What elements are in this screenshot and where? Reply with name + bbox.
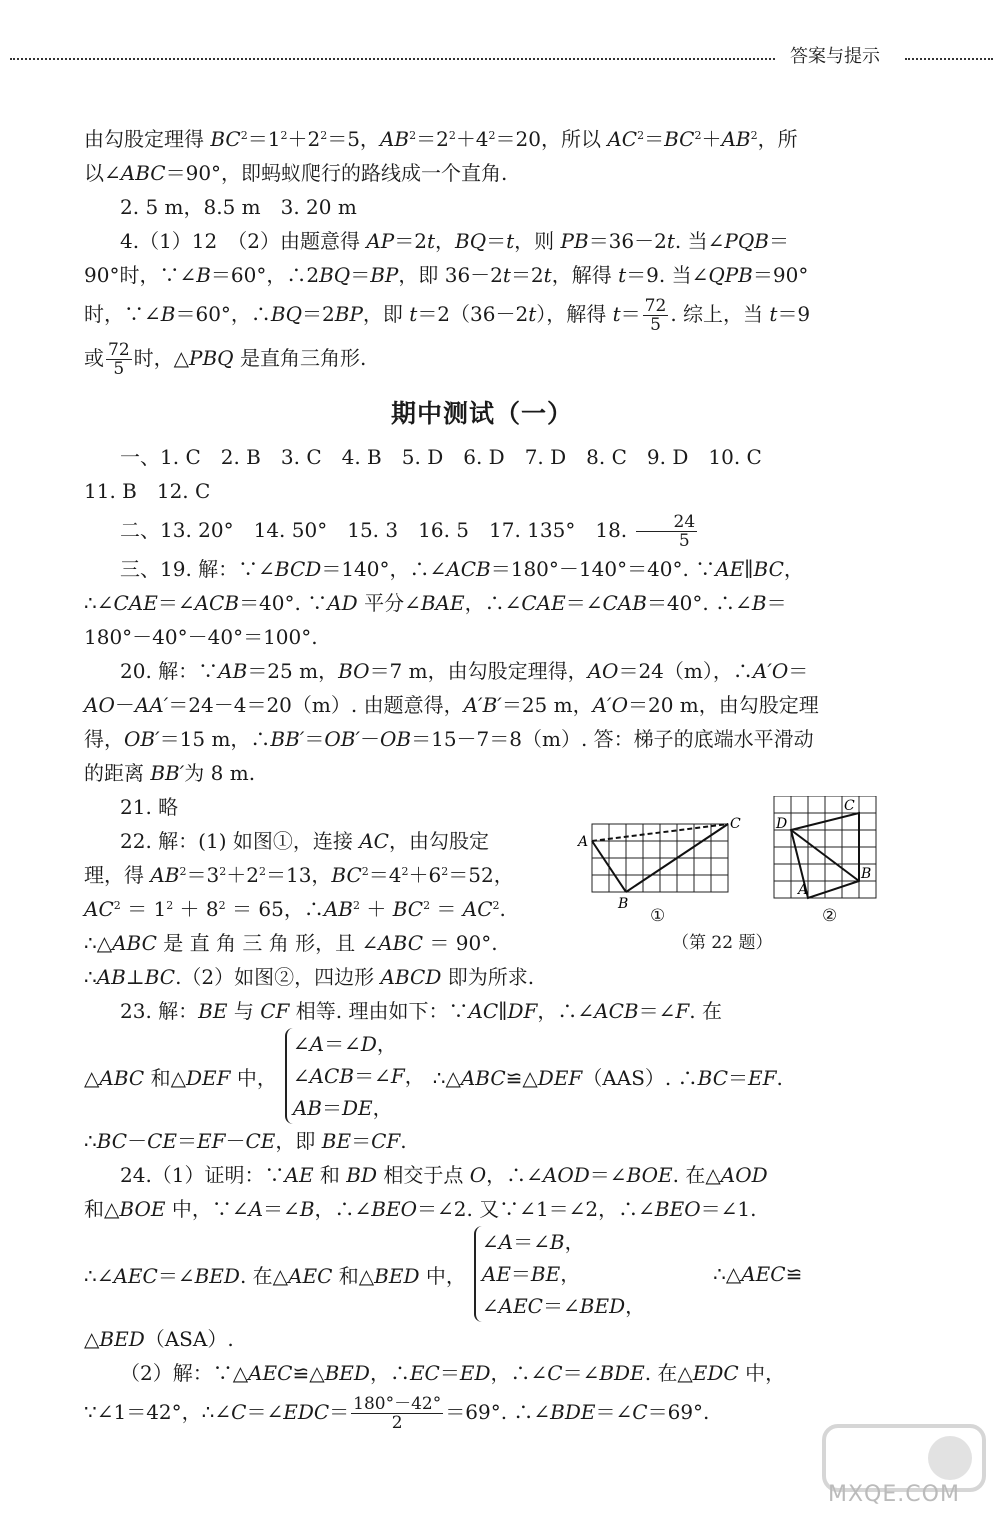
proof-system: ∴∠AEC＝∠BED. 在△AEC 和△BED 中， ∠A＝∠B， AE＝BE， ∠AEC＝∠BED， ∴△AEC≌: [84, 1226, 880, 1322]
brace-conditions: ∠A＝∠B， AE＝BE， ∠AEC＝∠BED，: [474, 1226, 645, 1322]
answer-line: 由勾股定理得 $BC^2=1^2+2^2=5$，$AB^2=2^2+4^2=20$，所以 $AC^2=BC^2+AB^2$，所: [84, 127, 798, 151]
brace-conditions: ∠A＝∠D， ∠ACB＝∠F， AB＝DE，: [285, 1028, 425, 1124]
answer-line: 22. 解：(1) 如图①，连接 AC，由勾股定: [120, 829, 489, 853]
answer-line: △BED（ASA）.: [84, 1327, 234, 1351]
answer-line: 23. 解：BE 与 CF 相等. 理由如下：∵AC∥DF，∴∠ACB＝∠F. 在: [120, 999, 722, 1023]
answer-line: （2）解：∵△AEC≌△BED，∴EC＝ED，∴∠C＝∠BDE. 在△EDC 中，: [120, 1361, 786, 1385]
header-dotted-rule-right: [905, 58, 993, 60]
answer-line: 或 $\frac{72}{5}$ 时，△PBQ 是直角三角形.: [84, 340, 367, 379]
answer-line: 二、13. 20° 14. 50° 15. 3 16. 5 17. 135° 18. $\frac{24}{5}$: [120, 512, 696, 551]
figure-label-2: ②: [822, 906, 838, 926]
answer-line: 11. B 12. C: [84, 479, 211, 503]
label-b: B: [618, 896, 629, 912]
label-a: A: [578, 834, 589, 850]
answer-line: 20. 解：∵AB＝25 m，BO＝7 m，由勾股定理得，AO＝24（m），∴A′O＝: [120, 659, 809, 683]
label-c: C: [730, 816, 741, 832]
grid-2: [774, 796, 876, 898]
header-dotted-rule-left: [10, 58, 775, 60]
answer-line: 和△BOE 中，∵∠A＝∠B，∴∠BEO＝∠2. 又∵∠1＝∠2，∴∠BEO＝∠1.: [84, 1197, 757, 1221]
header-title: 答案与提示: [790, 46, 880, 67]
page-header: [0, 38, 1000, 78]
grid-figures: [576, 796, 886, 926]
answer-line: ∴AB⊥BC.（2）如图②，四边形 ABCD 即为所求.: [84, 965, 535, 989]
answer-line: ∴∠CAE＝∠ACB＝40°. ∵AD 平分∠BAE，∴∠CAE＝∠CAB＝40°. ∴∠B＝: [84, 591, 787, 615]
section-title: 期中测试（一）: [390, 399, 573, 428]
label-c2: C: [844, 798, 855, 814]
answer-line: 4.（1）12 （2）由题意得 AP＝2t，BQ＝t，则 PB＝36－2t. 当∠PQB＝: [120, 229, 789, 253]
answer-line: 一、1. C 2. B 3. C 4. B 5. D 6. D 7. D 8. C 9. D 10. C: [120, 445, 762, 469]
answer-line: ∴△ABC 是 直 角 三 角 形，且 ∠ABC ＝ 90°.: [84, 931, 498, 955]
watermark-text: MXQE.COM: [828, 1482, 960, 1507]
grid-1: [592, 824, 728, 892]
answer-line: ∴BC－CE＝EF－CE，即 BE＝CF.: [84, 1129, 407, 1153]
figure-caption: （第 22 题）: [672, 933, 773, 953]
answer-line: AO－AA′＝24－4＝20（m）. 由题意得，A′B′＝25 m，A′O＝20 m，由勾股定理: [84, 693, 819, 717]
label-a2: A: [798, 882, 809, 898]
answer-line: ∵∠1＝42°，∴∠C＝∠EDC＝ $\frac{180^\circ-42^\circ}{2}$ ＝69°. ∴∠BDE＝∠C＝69°.: [84, 1394, 710, 1433]
answer-line: 三、19. 解：∵∠BCD＝140°，∴∠ACB＝180°－140°＝40°. ∵AE∥BC，: [120, 557, 804, 581]
answer-line: 2. 5 m，8.5 m 3. 20 m: [120, 195, 357, 219]
answer-line: 时，∵∠B＝60°，∴BQ＝2BP，即 t＝2（36－2t），解得 t＝ $\frac{72}{5}$ . 综上，当 t＝9: [84, 296, 811, 335]
page-content: [84, 122, 880, 1434]
answer-line: 的距离 BB′为 8 m.: [84, 761, 256, 785]
answer-line: 以∠ABC＝90°，即蚂蚁爬行的路线成一个直角.: [84, 161, 508, 185]
answer-line: $AC^2 = 1^2 + 8^2 = 65$，$\therefore AB^2 + BC^2 = AC^2$.: [84, 897, 506, 921]
answer-line: 理，得 $AB^2=3^2+2^2=13$，$BC^2=4^2+6^2=52$，: [84, 863, 514, 887]
answer-line: 90°时，∵∠B＝60°，∴2BQ＝BP，即 36－2t＝2t，解得 t＝9. 当∠QPB＝90°: [84, 263, 809, 287]
label-b2: B: [861, 866, 872, 882]
answer-line: 得，OB′＝15 m，∴BB′＝OB′－OB＝15－7＝8（m）. 答：梯子的底端水平滑动: [84, 727, 814, 751]
answer-line: 21. 略: [120, 795, 179, 819]
figure-label-1: ①: [650, 906, 666, 926]
answer-line: 24.（1）证明：∵AE 和 BD 相交于点 O，∴∠AOD＝∠BOE. 在△AOD: [120, 1163, 768, 1187]
answer-line: 180°－40°－40°＝100°.: [84, 625, 318, 649]
label-d: D: [776, 816, 788, 832]
figure-22: [576, 796, 886, 956]
proof-system: △ABC 和△DEF 中， ∠A＝∠D， ∠ACB＝∠F， AB＝DE， ∴△ABC≌△DEF（AAS）. ∴BC＝EF.: [84, 1028, 880, 1124]
